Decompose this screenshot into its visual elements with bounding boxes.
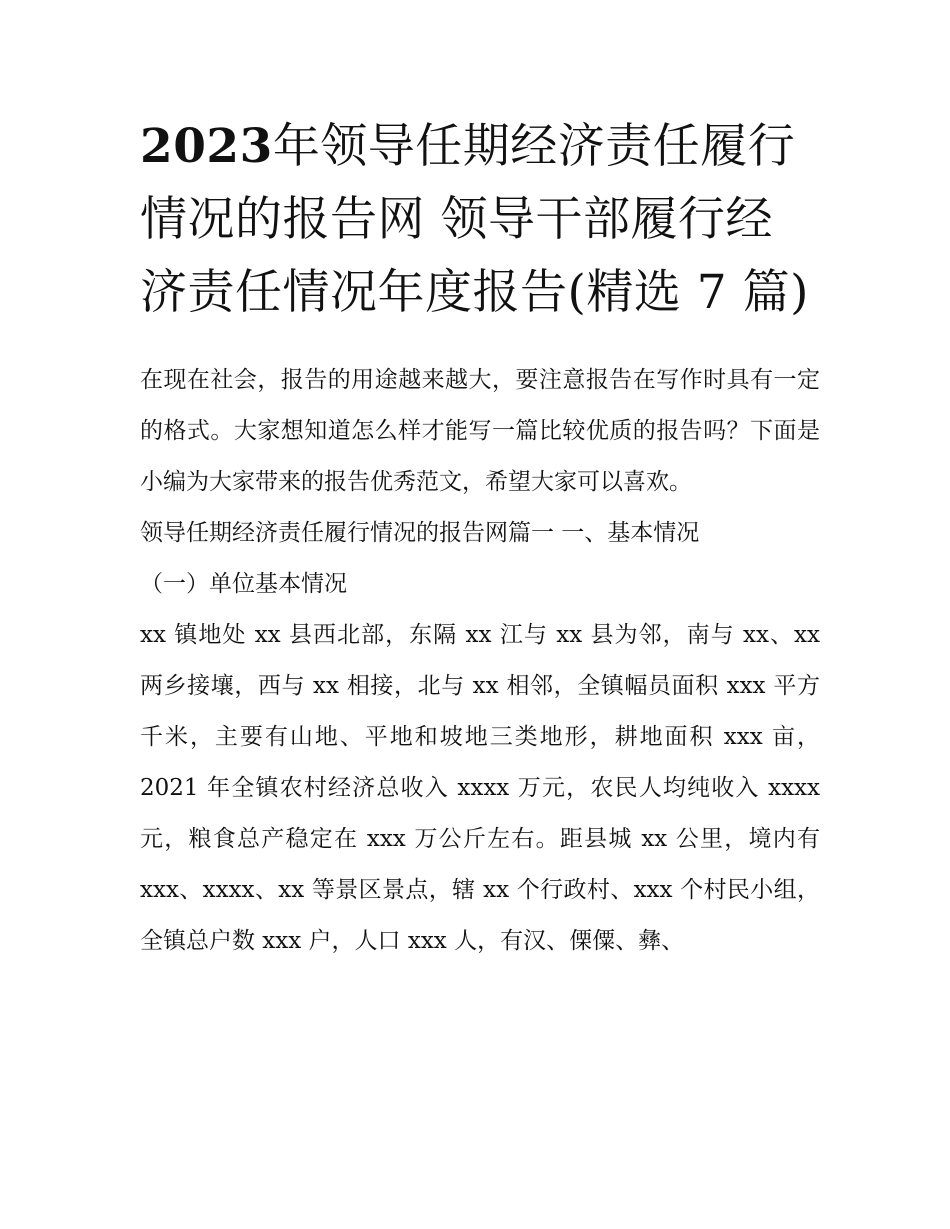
document-body: [140, 355, 820, 967]
section-heading: 领导任期经济责任履行情况的报告网篇一 一、基本情况: [140, 520, 700, 546]
intro-paragraph: 在现在社会，报告的用途越来越大，要注意报告在写作时具有一定的格式。大家想知道怎么样才能写一篇比较优质的报告吗？下面是小编为大家带来的报告优秀范文，希望大家可以喜欢。: [140, 367, 820, 495]
title-text: 年领导任期经济责任履行情况的报告网 领导干部履行经济责任情况年度报告(精选 7 篇): [140, 119, 809, 320]
subsection-heading: （一）单位基本情况: [140, 571, 347, 597]
body-paragraph: xx 镇地处 xx 县西北部，东隔 xx 江与 xx 县为邻，南与 xx、xx 两乡接壤，西与 xx 相接，北与 xx 相邻，全镇幅员面积 xxx 平方千米，主要有山地、平地和坡地三类地形，耕地面积 xxx 亩，2021 年全镇农村经济总收入 xxxx 万元，农民人均纯收入 xxxx 元，粮食总产稳定在 xxx 万公斤左右。距县城 xx 公里，境内有 xxx、xxxx、xx 等景区景点，辖 xx 个行政村、xxx 个村民小组，全镇总户数 xxx 户，人口 xxx 人，有汉、傈僳、彝、: [140, 622, 820, 954]
document-title: [140, 110, 820, 329]
title-year: 2023: [140, 119, 273, 174]
